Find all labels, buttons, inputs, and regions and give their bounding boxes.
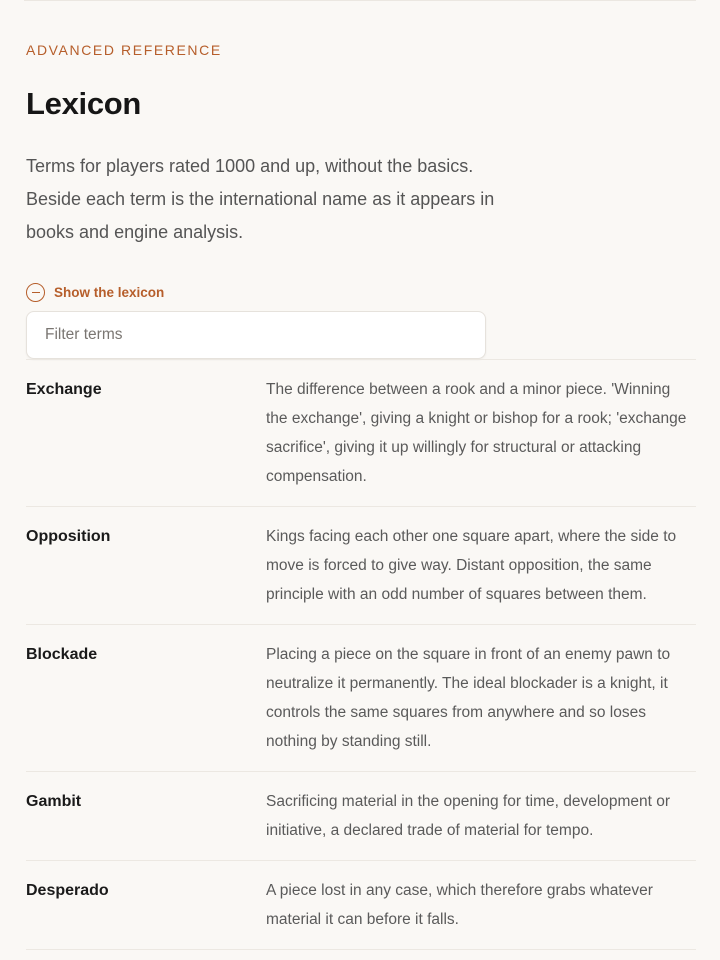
term-name: Desperado [26, 882, 109, 899]
section-eyebrow: ADVANCED REFERENCE [26, 42, 222, 58]
term-name: Opposition [26, 528, 111, 545]
term-name: Blockade [26, 646, 98, 663]
term-definition: A piece lost in any case, which therefore grabs whatever material it can before it falls. [266, 882, 653, 928]
minus-circle-icon [26, 283, 45, 302]
page-title: Lexicon [26, 86, 142, 121]
term-row [26, 625, 696, 772]
term-definition: Kings facing each other one square apart, where the side to move is forced to give way. Distant opposition, the same principle with an odd number of squares between them. [266, 528, 677, 603]
term-name: Gambit [26, 793, 82, 810]
term-definition: Placing a piece on the square in front of an enemy pawn to neutralize it permanently. The ideal blockader is a knight, it controls the same squares from anywhere and so loses nothing by standing still. [266, 646, 671, 750]
term-row [26, 507, 696, 625]
intro-paragraph: Terms for players rated 1000 and up, without the basics. Beside each term is the international name as it appears in books and engine analysis. [26, 156, 495, 242]
top-divider [24, 0, 696, 1]
term-row [26, 360, 696, 507]
term-name: Exchange [26, 381, 102, 398]
term-definition: Sacrificing material in the opening for time, development or initiative, a declared trade of material for tempo. [266, 793, 671, 839]
toggle-label: Show the lexicon [54, 285, 165, 300]
show-lexicon-toggle[interactable] [26, 283, 164, 302]
term-definition: The difference between a rook and a minor piece. 'Winning the exchange', giving a knight or bishop for a rook; 'exchange sacrifice', giving it up willingly for structural or attacking compensation. [266, 381, 687, 485]
filter-terms-input[interactable] [26, 311, 486, 359]
term-row [26, 772, 696, 861]
term-row [26, 861, 696, 950]
term-list [26, 360, 696, 950]
